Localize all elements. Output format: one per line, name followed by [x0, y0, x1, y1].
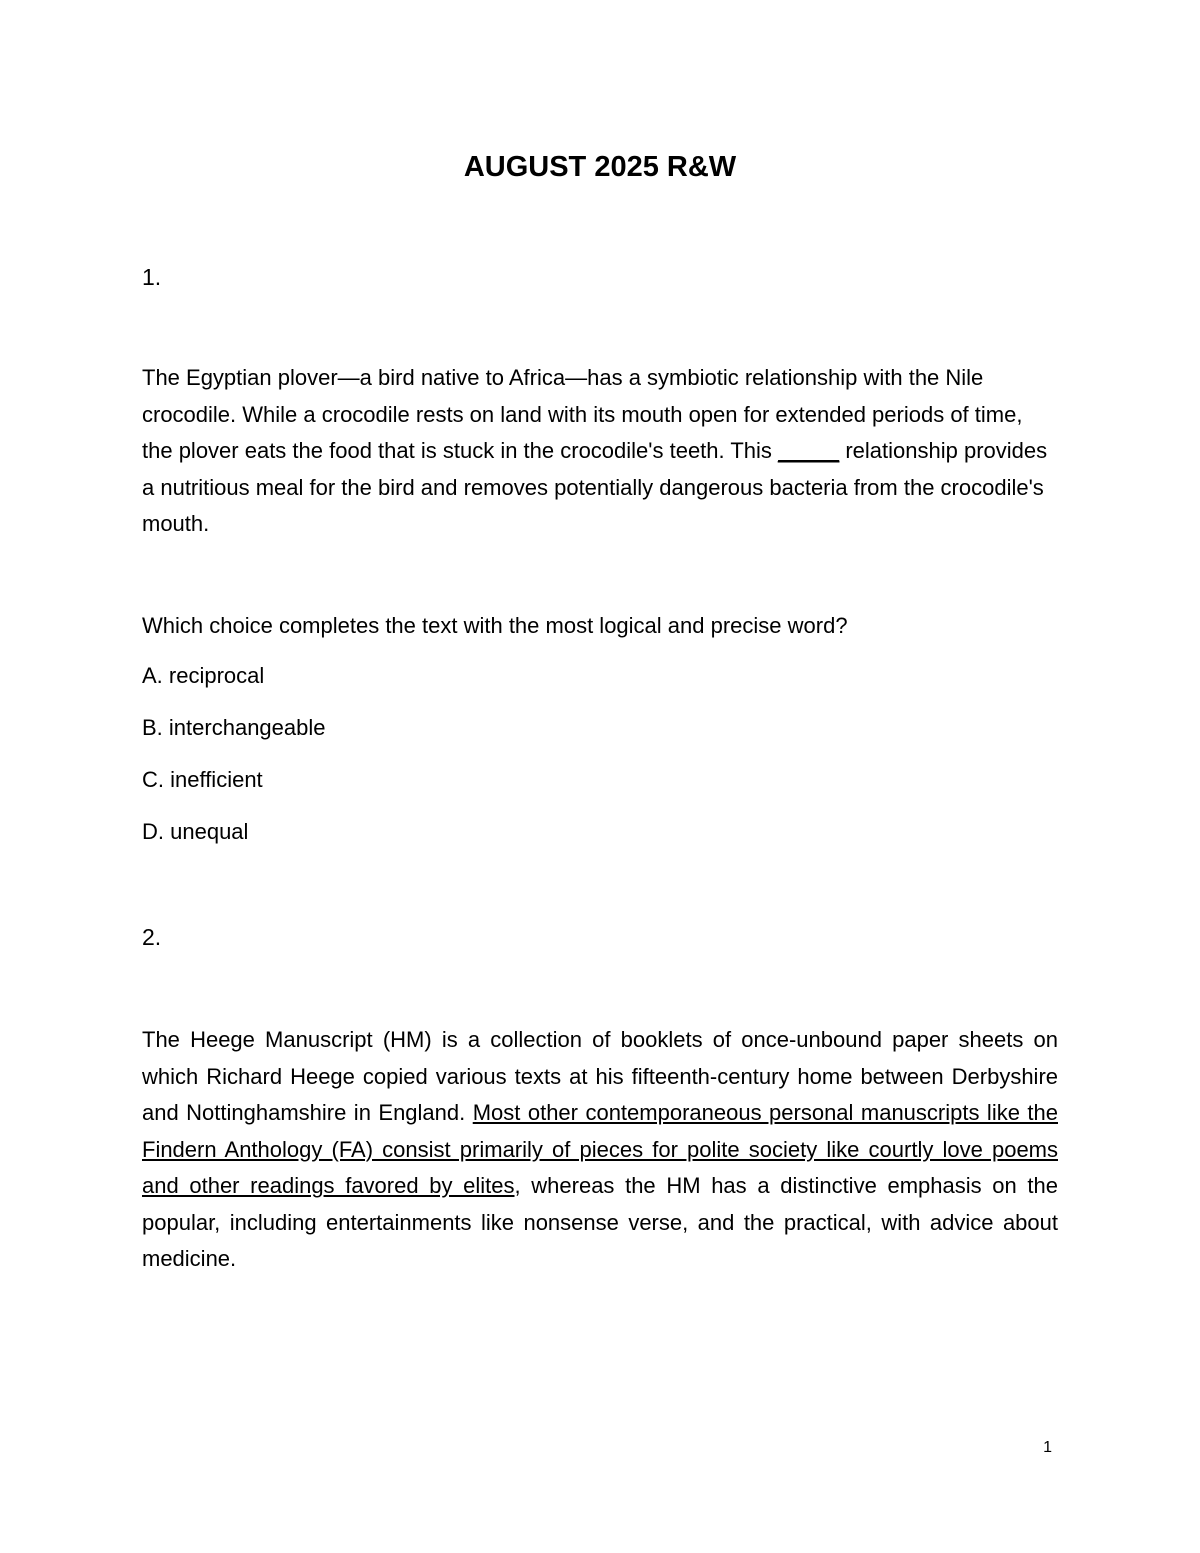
- question-1-passage-part2: relationship provides a nutritious meal for the bird and removes potentially dangerous bacteria from the crocodile's mouth.: [142, 438, 1048, 536]
- question-1-number: 1.: [142, 264, 162, 290]
- choice-letter: B.: [142, 715, 163, 740]
- question-2-passage-part2: , whereas the HM has a distinctive emphasis on the popular, including entertainments like nonsense verse, and the practical, with advice about medicine.: [142, 1173, 1058, 1271]
- page-number: 1: [1043, 1439, 1052, 1456]
- choice-letter: D.: [142, 819, 164, 844]
- question-1-choice-d[interactable]: [142, 817, 248, 847]
- choice-text: unequal: [170, 819, 249, 844]
- document-title: AUGUST 2025 R&W: [463, 151, 737, 183]
- question-1-passage-part1: The Egyptian plover—a bird native to Africa—has a symbiotic relationship with the Nile crocodile. While a crocodile rests on land with its mouth open for extended periods of time, the plover eats the food that is stuck in the crocodile's teeth. This: [142, 365, 1023, 463]
- question-2-underlined-text: Most other contemporaneous personal manuscripts like the Findern Anthology (FA) consist primarily of pieces for polite society like courtly love poems and other readings favored by elites: [142, 1100, 1058, 1198]
- question-1-blank: _____: [778, 438, 840, 463]
- choice-letter: C.: [142, 767, 164, 792]
- choice-text: inefficient: [170, 767, 263, 792]
- question-1-choice-c[interactable]: [142, 765, 263, 795]
- question-1-choice-b[interactable]: [142, 713, 326, 743]
- question-1-choice-a[interactable]: [142, 661, 264, 691]
- question-2-number: 2.: [142, 924, 162, 950]
- choice-text: reciprocal: [168, 663, 265, 688]
- question-2-passage: [142, 1022, 1058, 1278]
- question-1-passage: [142, 360, 1058, 543]
- choice-text: interchangeable: [168, 715, 326, 740]
- question-1-prompt: Which choice completes the text with the most logical and precise word?: [142, 613, 848, 638]
- choice-letter: A.: [142, 663, 163, 688]
- question-2-passage-part1: The Heege Manuscript (HM) is a collection of booklets of once-unbound paper sheets on which Richard Heege copied various texts at his fifteenth-century home between Derbyshire and Nottinghamshire in England.: [142, 1027, 1058, 1125]
